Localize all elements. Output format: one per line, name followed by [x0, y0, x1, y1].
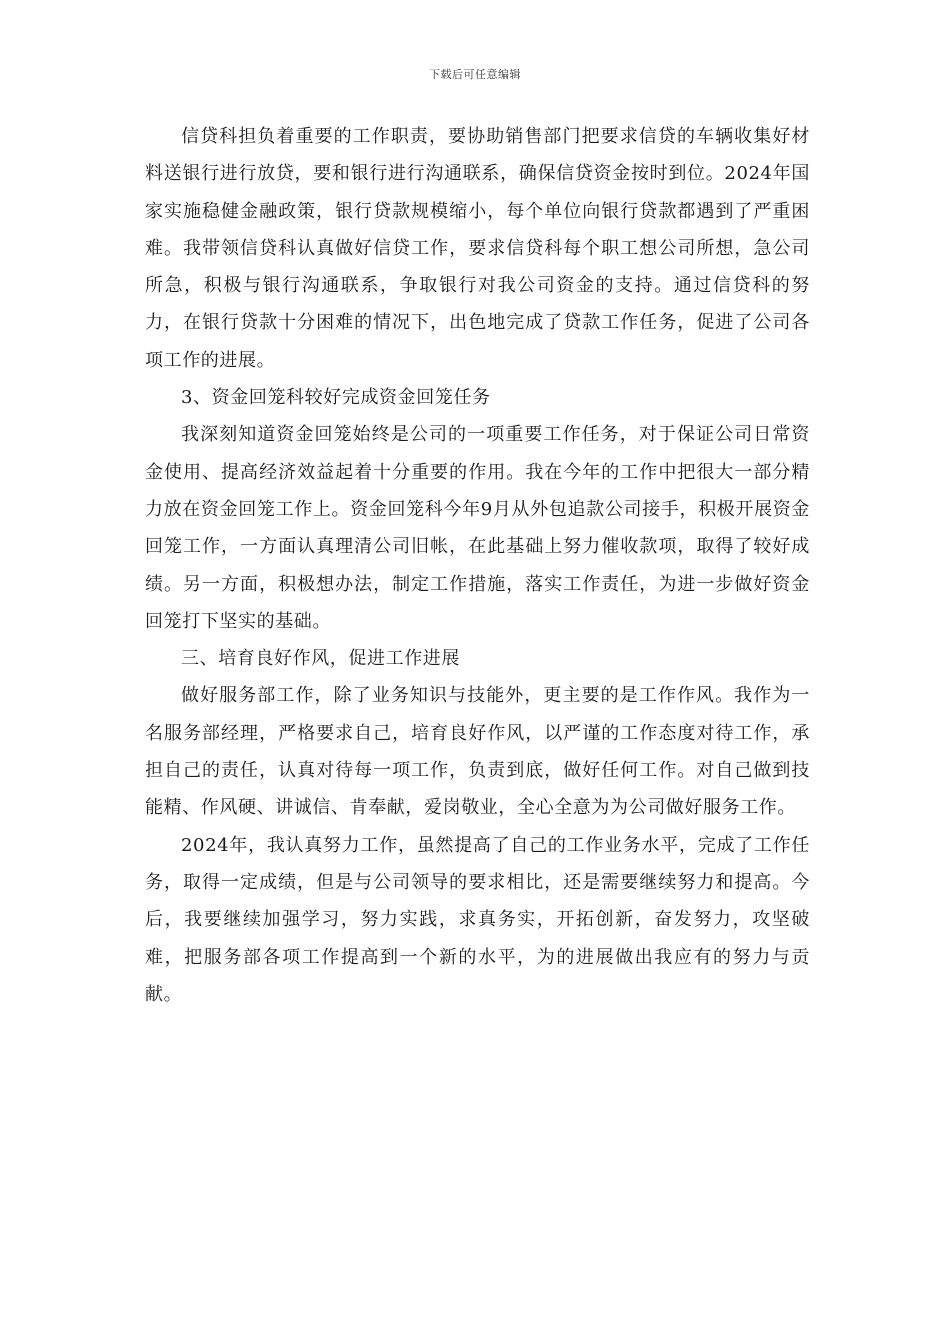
paragraph-credit-section: 信贷科担负着重要的工作职责，要协助销售部门把要求信贷的车辆收集好材料送银行进行放贷，要和银行进行沟通联系，确保信贷资金按时到位。2024年国家实施稳健金融政策，银行贷款规模缩小，每个单位向银行贷款都遇到了严重困难。我带领信贷科认真做好信贷工作，要求信贷科每个职工想公司所想，急公司所急，积极与银行沟通联系，争取银行对我公司资金的支持。通过信贷科的努力，在银行贷款十分困难的情况下，出色地完成了贷款工作任务，促进了公司各项工作的进展。: [145, 126, 810, 371]
header-note: 下载后可任意编辑: [429, 68, 521, 81]
document-body: [145, 118, 810, 1013]
paragraph-fund-recovery: 我深刻知道资金回笼始终是公司的一项重要工作任务，对于保证公司日常资金使用、提高经济效益起着十分重要的作用。我在今年的工作中把很大一部分精力放在资金回笼工作上。资金回笼科今年9月从外包追款公司接手，积极开展资金回笼工作，一方面认真理清公司旧帐，在此基础上努力催收款项，取得了较好成绩。另一方面，积极想办法，制定工作措施，落实工作责任，为进一步做好资金回笼打下坚实的基础。: [145, 424, 810, 632]
heading-fund-recovery: 3、资金回笼科较好完成资金回笼任务: [181, 387, 491, 409]
heading-work-style: 三、培育良好作风，促进工作进展: [181, 648, 460, 670]
paragraph-conclusion: 2024年，我认真努力工作，虽然提高了自己的工作业务水平，完成了工作任务，取得一定成绩，但是与公司领导的要求相比，还是需要继续努力和提高。今后，我要继续加强学习，努力实践，求真务实，开拓创新，奋发努力，攻坚破难，把服务部各项工作提高到一个新的水平，为的进展做出我应有的努力与贡献。: [145, 834, 810, 1005]
paragraph-work-style: 做好服务部工作，除了业务知识与技能外，更主要的是工作作风。我作为一名服务部经理，严格要求自己，培育良好作风，以严谨的工作态度对待工作，承担自己的责任，认真对待每一项工作，负责到底，做好任何工作。对自己做到技能精、作风硬、讲诚信、肯奉献，爱岗敬业，全心全意为为公司做好服务工作。: [145, 685, 810, 819]
